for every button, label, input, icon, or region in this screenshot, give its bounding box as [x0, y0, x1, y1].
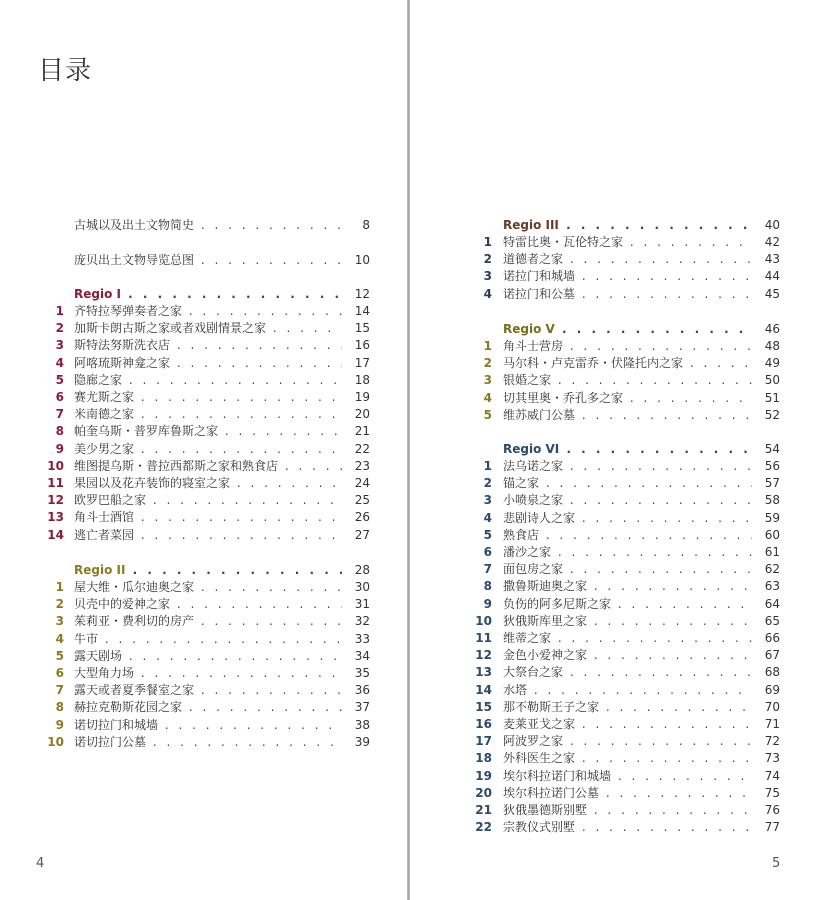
toc-entry-page: 27	[354, 527, 370, 542]
toc-entry-title: 斯特法努斯洗衣店 . . .	[74, 337, 342, 354]
toc-entry[interactable]	[430, 647, 780, 664]
toc-entry-page: 50	[764, 373, 780, 388]
toc-entry-page: 75	[764, 785, 780, 800]
toc-entry[interactable]	[48, 337, 370, 354]
toc-entry-number: 2	[483, 476, 492, 491]
toc-entry[interactable]	[430, 268, 780, 285]
toc-entry-title: 大祭台之家 . . .	[503, 664, 752, 681]
toc-entry-page: 34	[354, 648, 370, 663]
toc-entry-number: 4	[483, 390, 492, 405]
toc-entry[interactable]	[430, 750, 780, 767]
toc-entry[interactable]	[430, 561, 780, 578]
toc-entry[interactable]	[430, 819, 780, 836]
toc-entry-number: 20	[475, 785, 492, 800]
toc-entry[interactable]	[48, 303, 370, 320]
toc-entry-number: 5	[483, 407, 492, 422]
toc-entry[interactable]	[430, 682, 780, 699]
toc-entry-page: 51	[764, 390, 780, 405]
toc-entry-page: 25	[354, 493, 370, 508]
toc-entry-title: 法乌诺之家 . . .	[503, 458, 752, 475]
toc-entry-title: 水塔 . . .	[503, 682, 752, 699]
toc-entry[interactable]	[48, 372, 370, 389]
toc-entry[interactable]	[48, 579, 370, 596]
toc-entry-page: 71	[764, 717, 780, 731]
toc-entry[interactable]	[430, 372, 780, 389]
toc-entry-number: 10	[47, 458, 64, 473]
toc-entry[interactable]	[48, 527, 370, 544]
toc-entry-page: 20	[354, 407, 370, 422]
toc-entry-page: 72	[764, 734, 780, 749]
toc-entry-number: 12	[475, 648, 492, 663]
toc-entry-title: 面包房之家 . . .	[503, 561, 752, 578]
toc-entry-number: 3	[55, 614, 64, 629]
toc-entry-number: 15	[475, 699, 492, 714]
toc-entry[interactable]	[48, 734, 370, 751]
toc-entry-title: 诺切拉门公墓 . . .	[74, 734, 342, 751]
toc-entry-title: 埃尔科拉诺门和城墙 . . .	[503, 768, 752, 785]
toc-entry[interactable]	[48, 389, 370, 406]
toc-entry-number: 3	[483, 373, 492, 388]
toc-entry[interactable]	[430, 733, 780, 750]
toc-entry-title: 露天剧场 . . .	[74, 648, 342, 665]
toc-entry-page: 42	[764, 235, 780, 249]
toc-entry-page: 19	[354, 390, 370, 404]
toc-entry-number: 4	[483, 286, 492, 301]
toc-entry[interactable]	[430, 544, 780, 561]
toc-entry-page: 37	[354, 700, 370, 715]
toc-entry-number: 21	[475, 803, 492, 817]
toc-entry-page: 33	[354, 631, 370, 646]
toc-entry-title: 狄俄斯库里之家 . . .	[503, 613, 752, 630]
toc-entry-number: 2	[483, 252, 492, 267]
toc-entry-number: 8	[55, 424, 64, 439]
toc-entry[interactable]	[48, 406, 370, 423]
toc-entry-number: 9	[55, 441, 64, 456]
toc-entry[interactable]	[48, 355, 370, 372]
toc-entry-title: 金色小爱神之家 . . .	[503, 647, 752, 664]
toc-entry-title: 宗教仪式别墅 . . .	[503, 819, 752, 836]
toc-entry-title: 阿波罗之家 . . .	[503, 733, 752, 750]
toc-entry-page: 64	[764, 596, 780, 611]
toc-entry-number: 4	[55, 355, 64, 370]
toc-entry-number: 3	[55, 338, 64, 353]
toc-entry-title: 赛尤斯之家 . . .	[74, 389, 342, 406]
toc-region-v[interactable]: Regio V . . . 46	[430, 321, 780, 338]
toc-entry-title: 赫拉克勒斯花园之家 . . .	[74, 699, 342, 716]
toc-entry-title: 角斗士营房 . . .	[503, 338, 752, 355]
toc-entry-title: 潘沙之家 . . .	[503, 544, 752, 561]
toc-entry-number: 11	[475, 631, 492, 645]
toc-entry[interactable]	[430, 407, 780, 424]
toc-entry-title: 那不勒斯王子之家 . . .	[503, 699, 752, 716]
toc-entry-number: 10	[475, 613, 492, 628]
toc-entry-number: 3	[483, 493, 492, 508]
toc-entry-title: 负伤的阿多尼斯之家 . . .	[503, 596, 752, 613]
toc-entry-history[interactable]: 古城以及出土文物简史 . . . 8	[48, 217, 370, 234]
toc-entry-title: 加斯卡朗古斯之家或者戏剧情景之家 . . .	[74, 320, 342, 337]
toc-entry[interactable]	[430, 355, 780, 372]
toc-entry-number: 13	[475, 665, 492, 680]
toc-entry[interactable]	[48, 320, 370, 337]
toc-entry-page: 60	[764, 527, 780, 542]
toc-entry[interactable]	[430, 699, 780, 716]
toc-region-vi[interactable]: Regio VI . . . 54	[430, 441, 780, 458]
toc-entry-page: 58	[764, 493, 780, 508]
toc-entry-page: 18	[354, 372, 370, 387]
toc-entry-title: 欧罗巴船之家 . . .	[74, 492, 342, 509]
toc-entry-number: 13	[47, 510, 64, 525]
right-page-number: 5	[772, 856, 781, 871]
toc-entry[interactable]	[430, 510, 780, 527]
toc-entry[interactable]	[430, 596, 780, 613]
toc-entry-page: 56	[764, 459, 780, 473]
toc-entry-page: 32	[354, 614, 370, 629]
toc-entry-page: 59	[764, 510, 780, 525]
toc-entry-page: 77	[764, 820, 780, 835]
left-page-number: 4	[36, 856, 45, 871]
toc-entry-number: 1	[483, 459, 492, 473]
toc-entry-title: 美少男之家 . . .	[74, 441, 342, 458]
toc-entry[interactable]	[48, 717, 370, 734]
toc-entry-title: 银婚之家 . . .	[503, 372, 752, 389]
toc-entry-title: 贝壳中的爱神之家 . . .	[74, 596, 342, 613]
toc-entry-number: 6	[483, 545, 492, 559]
toc-entry-title: 牛市 . . .	[74, 631, 342, 648]
toc-entry-page: 38	[354, 717, 370, 732]
toc-entry-page: 49	[764, 356, 780, 371]
toc-entry[interactable]	[430, 613, 780, 630]
toc-entry-title: 屋大维・瓜尔迪奥之家 . . .	[74, 579, 342, 596]
toc-entry-title: 维蒂之家 . . .	[503, 630, 752, 647]
toc-entry[interactable]	[430, 785, 780, 802]
toc-entry-title: 道德者之家 . . .	[503, 251, 752, 268]
toc-entry-page: 31	[354, 597, 370, 612]
toc-entry-title: 悲剧诗人之家 . . .	[503, 510, 752, 527]
right-page	[410, 0, 814, 900]
toc-entry-number: 16	[475, 717, 492, 731]
toc-entry-page: 69	[764, 682, 780, 697]
toc-entry-number: 19	[475, 768, 492, 783]
toc-entry[interactable]	[430, 234, 780, 251]
toc-entry-number: 6	[55, 666, 64, 680]
toc-entry-title: 维苏威门公墓 . . .	[503, 407, 752, 424]
toc-entry-number: 14	[475, 682, 492, 697]
toc-entry[interactable]	[48, 423, 370, 440]
toc-entry-title: 角斗士酒馆 . . .	[74, 509, 342, 526]
toc-entry-title: 帕奎乌斯・普罗库鲁斯之家 . . .	[74, 423, 342, 440]
toc-entry-title: 隐廊之家 . . .	[74, 372, 342, 389]
toc-entry-title: 逃亡者菜园 . . .	[74, 527, 342, 544]
toc-entry-title: 果园以及花卉装饰的寝室之家 . . .	[74, 475, 342, 492]
toc-entry-number: 3	[483, 269, 492, 284]
toc-entry[interactable]	[48, 613, 370, 630]
toc-entry-page: 45	[764, 286, 780, 301]
toc-entry-page: 48	[764, 339, 780, 353]
toc-entry-page: 70	[764, 699, 780, 714]
toc-entry-number: 10	[47, 734, 64, 749]
toc-entry-title: 熟食店 . . .	[503, 527, 752, 544]
toc-entry-page: 36	[354, 683, 370, 698]
toc-entry[interactable]	[48, 665, 370, 682]
toc-entry-title: 马尔科・卢克雷乔・伏隆托内之家 . . .	[503, 355, 752, 372]
toc-entry-number: 2	[483, 356, 492, 371]
toc-entry-title: 麦莱亚戈之家 . . .	[503, 716, 752, 733]
toc-entry-title: 外科医生之家 . . .	[503, 750, 752, 767]
toc-entry[interactable]	[48, 699, 370, 716]
toc-entry-page: 23	[354, 458, 370, 473]
toc-entry-page: 73	[764, 751, 780, 766]
toc-entry-title: 特雷比奥・瓦伦特之家 . . .	[503, 234, 752, 251]
toc-entry-page: 67	[764, 648, 780, 663]
toc-entry-page: 22	[354, 441, 370, 456]
toc-entry-number: 7	[483, 562, 492, 577]
toc-entry-page: 74	[764, 768, 780, 783]
toc-entry-number: 5	[483, 527, 492, 542]
toc-entry-number: 18	[475, 751, 492, 766]
toc-entry-page: 63	[764, 579, 780, 594]
toc-entry-number: 5	[55, 372, 64, 387]
toc-entry-number: 9	[55, 717, 64, 732]
toc-entry-page: 65	[764, 613, 780, 628]
toc-entry-title: 锚之家 . . .	[503, 475, 752, 492]
toc-entry-page: 35	[354, 666, 370, 680]
toc-entry-page: 57	[764, 476, 780, 491]
toc-entry-number: 6	[55, 390, 64, 404]
toc-entry-number: 4	[483, 510, 492, 525]
toc-entry-title: 诺切拉门和城墙 . . .	[74, 717, 342, 734]
toc-entry[interactable]	[430, 475, 780, 492]
page-title: 目录	[38, 56, 93, 86]
toc-entry-title: 茱莉亚・费利切的房产 . . .	[74, 613, 342, 630]
toc-entry-title: 阿喀琉斯神龛之家 . . .	[74, 355, 342, 372]
toc-entry-title: 维图提乌斯・普拉西都斯之家和熟食店 . . .	[74, 458, 342, 475]
toc-entry-page: 17	[354, 355, 370, 370]
toc-entry[interactable]	[48, 475, 370, 492]
toc-entry-number: 5	[55, 648, 64, 663]
toc-entry-number: 7	[55, 407, 64, 422]
toc-entry-page: 68	[764, 665, 780, 680]
toc-entry-title: 露天或者夏季餐室之家 . . .	[74, 682, 342, 699]
toc-region-ii[interactable]: Regio II . . . 28	[48, 562, 370, 579]
toc-entry[interactable]	[430, 286, 780, 303]
toc-entry-page: 26	[354, 510, 370, 525]
toc-entry-overview-map[interactable]: 庞贝出土文物导览总图 . . . 10	[48, 252, 370, 269]
toc-entry[interactable]	[430, 527, 780, 544]
toc-entry[interactable]	[430, 768, 780, 785]
toc-entry-title: 切其里奥・乔孔多之家 . . .	[503, 390, 752, 407]
toc-entry[interactable]	[430, 251, 780, 268]
toc-entry[interactable]	[430, 716, 780, 733]
toc-entry-number: 9	[483, 596, 492, 611]
toc-entry-number: 1	[483, 235, 492, 249]
toc-entry-title: 齐特拉琴弹奏者之家 . . .	[74, 303, 342, 320]
toc-entry[interactable]	[48, 492, 370, 509]
toc-entry-number: 7	[55, 683, 64, 698]
toc-entry-number: 4	[55, 631, 64, 646]
toc-entry[interactable]	[48, 509, 370, 526]
toc-entry-number: 2	[55, 597, 64, 612]
toc-entry-page: 61	[764, 545, 780, 559]
toc-entry[interactable]	[48, 441, 370, 458]
toc-entry-page: 62	[764, 562, 780, 577]
toc-entry-number: 1	[55, 580, 64, 594]
toc-entry[interactable]	[48, 458, 370, 475]
toc-entry-number: 12	[47, 493, 64, 508]
toc-entry-title: 小喷泉之家 . . .	[503, 492, 752, 509]
toc-entry-page: 76	[764, 803, 780, 817]
toc-entry[interactable]	[430, 802, 780, 819]
toc-entry-number: 8	[55, 700, 64, 715]
toc-entry-title: 米南德之家 . . .	[74, 406, 342, 423]
toc-entry-page: 52	[764, 407, 780, 422]
toc-entry[interactable]	[430, 664, 780, 681]
toc-entry-title: 诺拉门和城墙 . . .	[503, 268, 752, 285]
toc-entry-page: 14	[354, 304, 370, 318]
toc-entry-title: 狄俄墨德斯别墅 . . .	[503, 802, 752, 819]
toc-entry-title: 大型角力场 . . .	[74, 665, 342, 682]
toc-entry-page: 15	[354, 321, 370, 336]
toc-entry-title: 埃尔科拉诺门公墓 . . .	[503, 785, 752, 802]
toc-entry[interactable]	[430, 630, 780, 647]
toc-entry-number: 1	[483, 339, 492, 353]
toc-region-iii[interactable]: Regio III . . . 40	[430, 217, 780, 234]
toc-entry-number: 17	[475, 734, 492, 749]
toc-entry-title: 撒鲁斯迪奥之家 . . .	[503, 578, 752, 595]
toc-entry[interactable]	[430, 338, 780, 355]
toc-entry-number: 1	[55, 304, 64, 318]
toc-entry[interactable]	[48, 596, 370, 613]
toc-entry[interactable]	[430, 458, 780, 475]
toc-entry-number: 8	[483, 579, 492, 594]
toc-entry[interactable]	[48, 648, 370, 665]
toc-entry-number: 22	[475, 820, 492, 835]
toc-entry-page: 24	[354, 476, 370, 490]
toc-entry-title: 诺拉门和公墓 . . .	[503, 286, 752, 303]
toc-entry-number: 11	[47, 476, 64, 490]
toc-entry-number: 2	[55, 321, 64, 336]
toc-entry[interactable]	[430, 492, 780, 509]
toc-entry-page: 39	[354, 734, 370, 749]
toc-entry-page: 43	[764, 252, 780, 267]
toc-entry-page: 21	[354, 424, 370, 439]
toc-entry-number: 14	[47, 527, 64, 542]
toc-entry[interactable]	[430, 390, 780, 407]
toc-entry[interactable]	[48, 631, 370, 648]
toc-entry-page: 16	[354, 338, 370, 353]
toc-entry[interactable]	[430, 578, 780, 595]
toc-region-i[interactable]: Regio I . . . 12	[48, 286, 370, 303]
toc-entry-page: 44	[764, 269, 780, 284]
toc-entry-page: 30	[354, 580, 370, 594]
toc-entry-page: 66	[764, 631, 780, 645]
toc-entry[interactable]	[48, 682, 370, 699]
